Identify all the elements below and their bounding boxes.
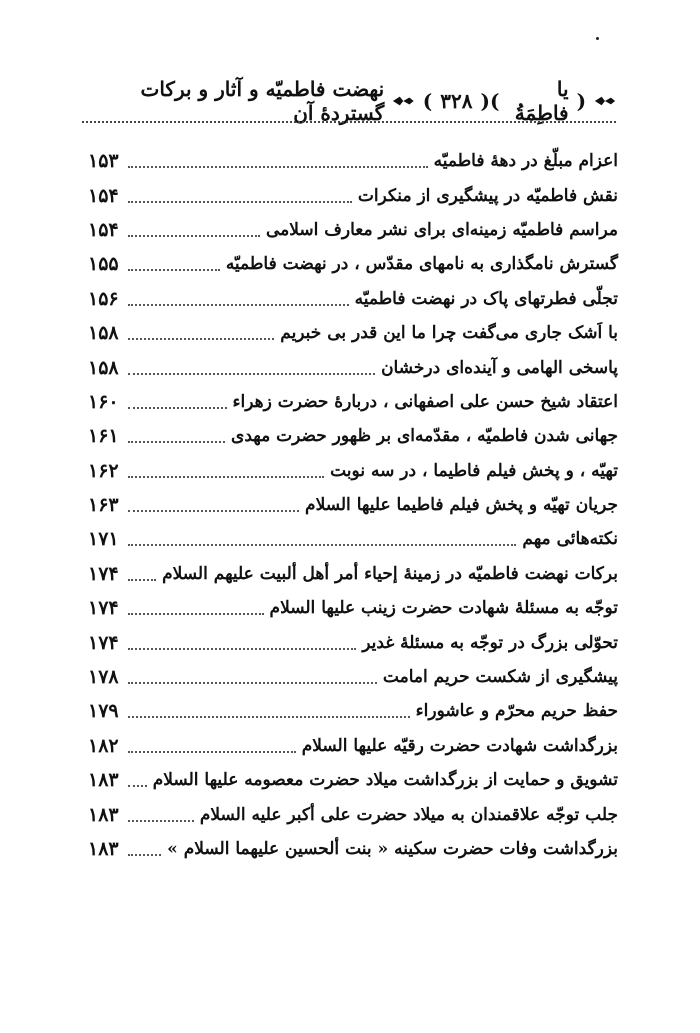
book-title: یا فاطِمَةُ xyxy=(514,77,569,125)
toc-entry-title: گسترش نامگذاری به نامهای مقدّس ، در نهضت فاطمیّه xyxy=(225,254,618,275)
toc-entry-page-number: ۱۸۳ xyxy=(88,803,119,826)
toc-entry-title: مراسم فاطمیّه زمینه‌ای برای نشر معارف اسلامی xyxy=(265,219,618,240)
dot-leader xyxy=(128,338,274,340)
toc-entry-page-number: ۱۶۱ xyxy=(88,425,119,448)
page-number: ۳۲۸ xyxy=(440,89,473,113)
dot-leader xyxy=(128,785,147,787)
toc-entry-page-number: ۱۷۸ xyxy=(88,666,119,689)
toc-entry-title: تهیّه ، و پخش فیلم فاطیما ، در سه نوبت xyxy=(330,460,618,481)
toc-entry xyxy=(88,729,618,763)
toc-entry-page-number: ۱۵۸ xyxy=(88,356,119,379)
dot-leader xyxy=(128,854,161,856)
toc-entry-page-number: ۱۸۲ xyxy=(88,734,119,757)
dot-leader xyxy=(128,820,194,822)
toc-entry-title: تحوّلی بزرگ در توجّه به مسئلهٔ غدیر xyxy=(362,632,618,653)
toc-entry xyxy=(88,832,618,866)
toc-entry-page-number: ۱۸۳ xyxy=(88,838,119,860)
toc-entry-page-number: ۱۷۱ xyxy=(88,528,119,551)
toc-entry xyxy=(88,144,618,178)
running-header xyxy=(88,77,616,125)
toc-entry-title: توجّه به مسئلهٔ شهادت حضرت زینب علیها السلام xyxy=(269,598,618,619)
toc-entry-page-number: ۱۷۹ xyxy=(88,700,119,723)
dot-leader xyxy=(128,544,516,546)
toc-entry-title: جریان تهیّه و پخش فیلم فاطیما علیها السلام xyxy=(305,495,618,516)
toc-entry-page-number: ۱۵۶ xyxy=(88,287,119,310)
dot-leader xyxy=(128,716,410,718)
toc-entry xyxy=(88,557,618,591)
toc-entry-page-number: ۱۷۴ xyxy=(88,562,119,585)
toc-entry-page-number: ۱۶۳ xyxy=(88,494,119,517)
toc-entry-title: پیشگیری از شکست حریم امامت xyxy=(382,667,618,688)
toc-entry xyxy=(88,178,618,212)
dot-leader xyxy=(128,682,377,684)
toc-entry-title: اعزام مبلّغ در دههٔ فاطمیّه xyxy=(433,151,618,172)
toc-entry-title: نقش فاطمیّه در پیشگیری از منکرات xyxy=(357,185,618,206)
dot-leader xyxy=(128,579,156,581)
dot-leader xyxy=(128,373,375,375)
toc-entry xyxy=(88,591,618,625)
dot-leader xyxy=(128,235,260,237)
toc-entry-page-number: ۱۵۵ xyxy=(88,253,119,276)
toc-entry-title: نکته‌هائی مهم xyxy=(522,529,618,550)
open-paren: ( xyxy=(576,89,587,113)
dot-leader xyxy=(128,476,324,478)
toc-entry xyxy=(88,488,618,522)
toc-entry-page-number: ۱۵۴ xyxy=(88,184,119,207)
dot-leader xyxy=(128,166,428,168)
toc-entry-title: بزرگداشت وفات حضرت سکینه « بنت ألحسین علیهما السلام » xyxy=(167,839,618,859)
close-paren: ) xyxy=(422,89,433,113)
toc-entry-page-number: ۱۵۳ xyxy=(88,150,119,173)
header-right-group xyxy=(88,77,490,125)
open-paren: ( xyxy=(480,89,490,113)
toc-entry-page-number: ۱۶۰ xyxy=(88,390,119,413)
ornament-icon xyxy=(594,95,616,107)
speck-mark xyxy=(596,37,599,40)
toc-entry xyxy=(88,454,618,488)
table-of-contents xyxy=(88,144,618,866)
dot-leader xyxy=(128,613,264,615)
toc-entry-title: پاسخی الهامی و آینده‌ای درخشان xyxy=(381,357,618,378)
toc-entry xyxy=(88,213,618,247)
dot-leader xyxy=(128,304,349,306)
toc-entry xyxy=(88,763,618,797)
toc-entry-title: تشویق و حمایت از بزرگداشت میلاد حضرت معصومه علیها السلام xyxy=(152,770,618,791)
toc-entry-title: تجلّی فطرتهای پاک در نهضت فاطمیّه xyxy=(354,288,618,309)
toc-entry xyxy=(88,625,618,659)
toc-entry xyxy=(88,316,618,350)
toc-entry-page-number: ۱۷۴ xyxy=(88,631,119,654)
dot-leader xyxy=(128,648,356,650)
dot-leader xyxy=(128,201,352,203)
toc-entry-title: اعتقاد شیخ حسن علی اصفهانی ، دربارهٔ حضرت زهراء xyxy=(232,391,618,412)
toc-entry-page-number: ۱۷۴ xyxy=(88,597,119,620)
dot-leader xyxy=(128,269,220,271)
toc-entry-title: بزرگداشت شهادت حضرت رقیّه علیها السلام xyxy=(301,735,618,756)
toc-entry-title: برکات نهضت فاطمیّه در زمینهٔ إحیاء أمر أهل ألبیت علیهم السلام xyxy=(162,563,618,584)
dot-leader xyxy=(128,751,296,753)
toc-entry xyxy=(88,350,618,384)
dot-leader xyxy=(128,407,227,409)
toc-entry xyxy=(88,797,618,831)
toc-entry xyxy=(88,694,618,728)
toc-entry-page-number: ۱۵۸ xyxy=(88,322,119,345)
header-dotted-rule xyxy=(82,121,616,123)
close-paren: ) xyxy=(489,89,500,113)
header-left-group xyxy=(490,77,616,125)
toc-entry xyxy=(88,385,618,419)
dot-leader xyxy=(128,510,299,512)
toc-entry-title: جهانی شدن فاطمیّه ، مقدّمه‌ای بر ظهور حضرت مهدی xyxy=(231,426,618,447)
toc-entry-title: حفظ حریم محرّم و عاشوراء xyxy=(415,701,618,722)
toc-entry-page-number: ۱۸۳ xyxy=(88,769,119,792)
toc-entry xyxy=(88,247,618,281)
toc-entry-page-number: ۱۶۲ xyxy=(88,459,119,482)
toc-entry xyxy=(88,522,618,556)
toc-entry xyxy=(88,419,618,453)
chapter-title: نهضت فاطمیّه و آثار و برکات گستردهٔ آن xyxy=(140,77,385,125)
toc-entry-page-number: ۱۵۴ xyxy=(88,218,119,241)
toc-entry xyxy=(88,660,618,694)
toc-entry-title: با اَشک جاری می‌گفت چرا ما این قدر بی خبریم xyxy=(280,323,618,344)
dot-leader xyxy=(128,441,225,443)
toc-entry-title: جلب توجّه علاقمندان به میلاد حضرت علی أکبر علیه السلام xyxy=(199,804,618,825)
toc-entry xyxy=(88,282,618,316)
ornament-icon xyxy=(392,95,415,107)
